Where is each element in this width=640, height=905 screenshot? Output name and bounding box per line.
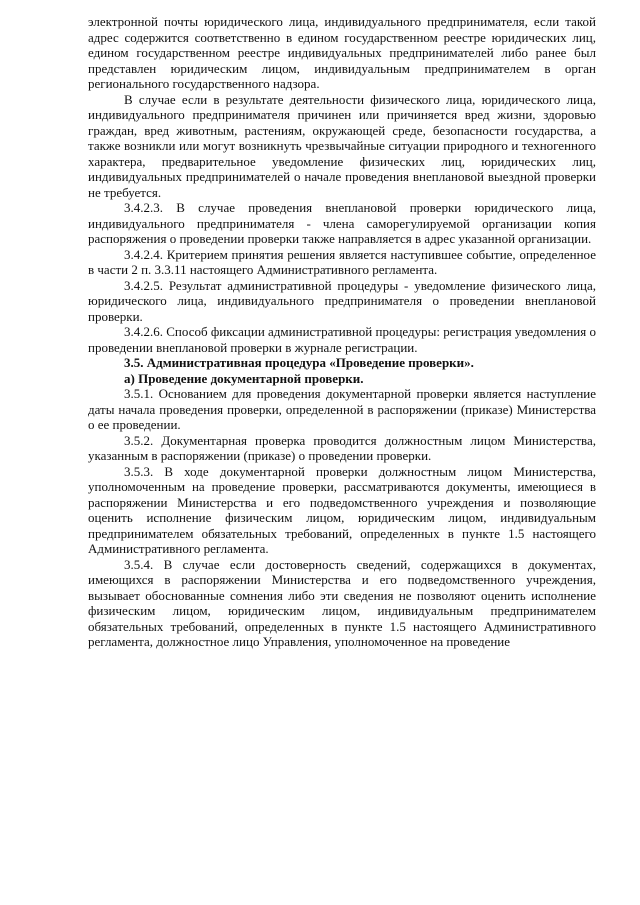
paragraph-3-5-1: 3.5.1. Основанием для проведения документарной проверки является наступление даты начала проведения проверки, определенной в распоряжении (приказе) Министерства о ее проведении. [88, 386, 596, 432]
paragraph-3-4-2-5: 3.4.2.5. Результат административной процедуры - уведомление физического лица, юридического лица, индивидуального предпринимателя о проведении внеплановой проверки. [88, 277, 596, 324]
paragraph-3-5-2: 3.5.2. Документарная проверка проводится должностным лицом Министерства, указанным в распоряжении (приказе) о проведении проверки. [88, 432, 596, 463]
subsection-heading: а) Проведение документарной проверки. [124, 370, 364, 386]
document-body [88, 14, 596, 650]
section-heading: 3.5. Административная процедура «Проведение проверки». [124, 355, 474, 370]
paragraph-3-4-2-6: 3.4.2.6. Способ фиксации административной процедуры: регистрация уведомления о проведении внеплановой проверки в журнале регистрации. [88, 324, 596, 355]
paragraph-3-5-4: 3.5.4. В случае если достоверность сведений, содержащихся в документах, имеющихся в распоряжении Министерства и его подведомственного учреждения, вызывает обоснованные сомнения либо эти сведения не позволяют оценить исполнение физическим лицом, юридическим лицом, индивидуальным предпринимателем обязательных требований, определенных в пункте 1.5 настоящего Административного регламента, должностное лицо Управления, уполномоченное на проведение [88, 556, 596, 649]
paragraph-3-5-3: 3.5.3. В ходе документарной проверки должностным лицом Министерства, уполномоченным на проведение проверки, рассматриваются документы, имеющиеся в распоряжении Министерства и его подведомственного учреждения и позволяющие оценить исполнение физическим лицом, юридическим лицом, индивидуальным предпринимателем обязательных требований, определенных в пункте 1.5 настоящего Административного регламента. [88, 463, 596, 556]
paragraph-3-4-2-3: 3.4.2.3. В случае проведения внеплановой проверки юридического лица, индивидуального предпринимателя - члена саморегулируемой организации копия распоряжения о проведении проверки также направляется в адрес указанной организации. [88, 200, 596, 246]
paragraph-continuation: электронной почты юридического лица, индивидуального предпринимателя, если такой адрес содержится соответственно в едином государственном реестре юридических лиц, едином государственном реестре индивидуальных предпринимателей либо ранее был представлен юридическим лицом, индивидуальным предпринимателем в орган регионального государственного надзора. [88, 14, 596, 91]
paragraph-harm-case: В случае если в результате деятельности физического лица, юридического лица, индивидуального предпринимателя причинен или причиняется вред жизни, здоровью граждан, вред животным, растениям, окружающей среде, безопасности государства, а также возникли или могут возникнуть чрезвычайные ситуации природного и техногенного характера, предварительное уведомление физических лиц, юридических лиц, индивидуальных предпринимателей о начале проведения внеплановой выездной проверки не требуется. [88, 91, 596, 200]
paragraph-3-4-2-4: 3.4.2.4. Критерием принятия решения является наступившее событие, определенное в части 2 п. 3.3.11 настоящего Административного регламента. [88, 246, 596, 277]
